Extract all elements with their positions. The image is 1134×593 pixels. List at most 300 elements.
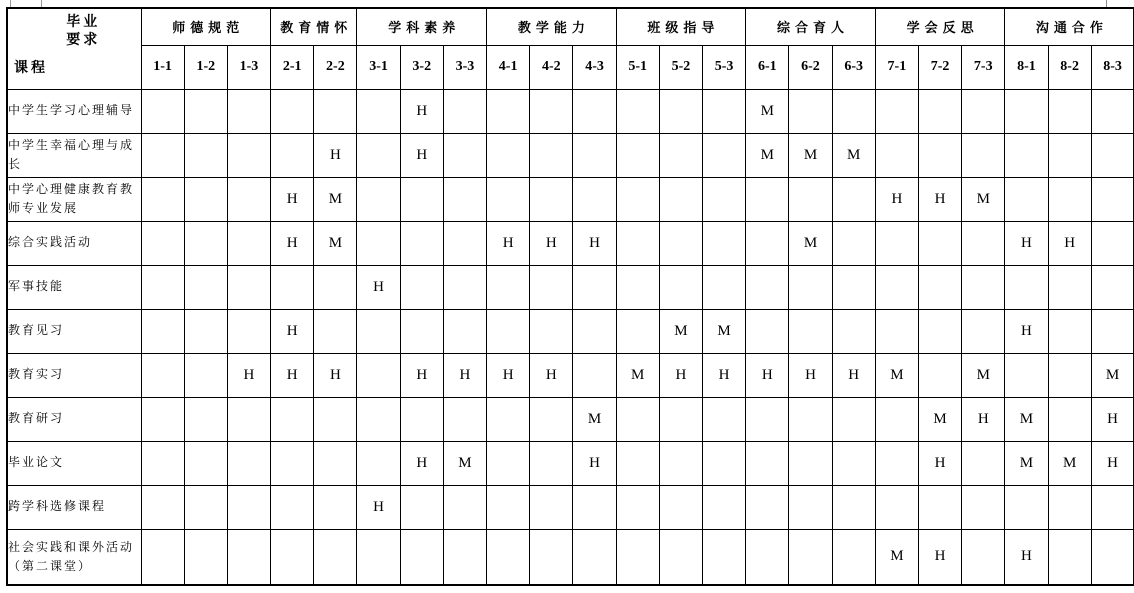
matrix-cell [875, 397, 918, 441]
table-row [7, 177, 1134, 221]
matrix-cell: M [314, 221, 357, 265]
matrix-cell [918, 353, 961, 397]
matrix-cell [227, 89, 270, 133]
matrix-cell [789, 89, 832, 133]
course-name-cell: 社会实践和课外活动（第二课堂） [7, 529, 141, 585]
group-header: 综合育人 [746, 8, 876, 45]
matrix-cell [400, 265, 443, 309]
matrix-cell [573, 133, 616, 177]
matrix-cell [443, 485, 486, 529]
group-header: 教育情怀 [271, 8, 357, 45]
matrix-cell [1048, 529, 1091, 585]
matrix-cell [962, 89, 1005, 133]
column-header: 3-2 [400, 45, 443, 89]
matrix-cell [1048, 177, 1091, 221]
matrix-cell [918, 89, 961, 133]
matrix-cell [832, 309, 875, 353]
matrix-cell [141, 177, 184, 221]
course-name-cell: 综合实践活动 [7, 221, 141, 265]
matrix-cell [530, 529, 573, 585]
matrix-cell [487, 133, 530, 177]
matrix-cell [1048, 133, 1091, 177]
matrix-cell: H [314, 353, 357, 397]
matrix-cell: H [789, 353, 832, 397]
course-name-cell: 毕业论文 [7, 441, 141, 485]
course-name-cell: 跨学科选修课程 [7, 485, 141, 529]
table-row [7, 441, 1134, 485]
matrix-cell: H [1048, 221, 1091, 265]
matrix-cell [184, 353, 227, 397]
matrix-cell [1091, 309, 1134, 353]
column-header: 8-2 [1048, 45, 1091, 89]
matrix-cell [1048, 265, 1091, 309]
matrix-cell [141, 441, 184, 485]
matrix-cell [141, 265, 184, 309]
matrix-cell: M [1005, 441, 1048, 485]
matrix-cell [400, 485, 443, 529]
matrix-cell [314, 441, 357, 485]
matrix-cell [1048, 309, 1091, 353]
matrix-cell [918, 221, 961, 265]
matrix-cell [573, 485, 616, 529]
matrix-cell [875, 89, 918, 133]
course-name-cell: 中学生学习心理辅导 [7, 89, 141, 133]
matrix-cell: H [271, 353, 314, 397]
matrix-cell [616, 441, 659, 485]
course-name-cell: 中学心理健康教育教师专业发展 [7, 177, 141, 221]
matrix-cell [746, 221, 789, 265]
matrix-cell [357, 221, 400, 265]
corner-top-label: 毕业 要求 [66, 15, 101, 48]
matrix-cell: H [962, 397, 1005, 441]
matrix-cell [918, 485, 961, 529]
matrix-cell: H [271, 309, 314, 353]
matrix-cell [487, 177, 530, 221]
group-header-row [7, 8, 1134, 45]
matrix-cell: H [530, 353, 573, 397]
matrix-cell [400, 309, 443, 353]
matrix-cell [400, 529, 443, 585]
matrix-cell [746, 265, 789, 309]
matrix-cell [1005, 265, 1048, 309]
matrix-cell [962, 265, 1005, 309]
matrix-cell [1091, 265, 1134, 309]
matrix-cell [703, 485, 746, 529]
matrix-cell: H [832, 353, 875, 397]
matrix-cell [962, 221, 1005, 265]
table-row [7, 309, 1134, 353]
matrix-cell: H [1091, 441, 1134, 485]
matrix-cell [443, 265, 486, 309]
matrix-cell [875, 441, 918, 485]
matrix-cell [703, 529, 746, 585]
group-header: 学会反思 [875, 8, 1005, 45]
matrix-cell [141, 309, 184, 353]
matrix-cell [962, 133, 1005, 177]
matrix-cell [789, 485, 832, 529]
matrix-cell [703, 89, 746, 133]
matrix-cell [443, 89, 486, 133]
matrix-cell [357, 177, 400, 221]
matrix-cell [530, 441, 573, 485]
matrix-cell [271, 89, 314, 133]
matrix-cell [271, 441, 314, 485]
column-header: 7-2 [918, 45, 961, 89]
matrix-cell [746, 397, 789, 441]
matrix-cell [184, 397, 227, 441]
course-name-cell: 教育研习 [7, 397, 141, 441]
matrix-cell [443, 133, 486, 177]
matrix-cell [487, 441, 530, 485]
matrix-cell [746, 441, 789, 485]
matrix-cell [703, 177, 746, 221]
matrix-cell [184, 309, 227, 353]
matrix-cell [918, 265, 961, 309]
matrix-cell [184, 177, 227, 221]
matrix-cell [400, 221, 443, 265]
matrix-cell [616, 485, 659, 529]
matrix-cell: M [314, 177, 357, 221]
matrix-cell [1091, 529, 1134, 585]
matrix-cell [659, 177, 702, 221]
matrix-cell: H [400, 353, 443, 397]
matrix-cell: H [271, 177, 314, 221]
table-row [7, 221, 1134, 265]
matrix-cell [703, 265, 746, 309]
column-header: 8-1 [1005, 45, 1048, 89]
matrix-cell: H [746, 353, 789, 397]
matrix-cell [443, 397, 486, 441]
column-header: 1-3 [227, 45, 270, 89]
matrix-cell: M [616, 353, 659, 397]
matrix-cell [789, 529, 832, 585]
group-header: 师德规范 [141, 8, 271, 45]
matrix-cell: H [400, 133, 443, 177]
matrix-cell: H [1005, 309, 1048, 353]
column-header: 2-1 [271, 45, 314, 89]
matrix-cell [573, 309, 616, 353]
column-header: 5-2 [659, 45, 702, 89]
matrix-cell: H [703, 353, 746, 397]
matrix-cell: H [1005, 221, 1048, 265]
column-header: 1-1 [141, 45, 184, 89]
group-header: 班级指导 [616, 8, 746, 45]
matrix-cell [184, 441, 227, 485]
column-header: 3-3 [443, 45, 486, 89]
matrix-cell [659, 89, 702, 133]
matrix-cell [659, 397, 702, 441]
matrix-cell [832, 265, 875, 309]
matrix-cell [875, 133, 918, 177]
matrix-cell [443, 309, 486, 353]
matrix-cell [1005, 485, 1048, 529]
matrix-cell [271, 397, 314, 441]
group-header: 教学能力 [487, 8, 617, 45]
matrix-cell [184, 265, 227, 309]
matrix-cell: M [962, 353, 1005, 397]
column-header: 1-2 [184, 45, 227, 89]
matrix-cell [616, 265, 659, 309]
matrix-cell: H [659, 353, 702, 397]
matrix-cell [746, 529, 789, 585]
matrix-cell [616, 133, 659, 177]
course-name-cell: 教育见习 [7, 309, 141, 353]
matrix-cell [659, 529, 702, 585]
matrix-cell [487, 397, 530, 441]
matrix-cell [918, 133, 961, 177]
column-header: 7-3 [962, 45, 1005, 89]
matrix-cell [789, 177, 832, 221]
matrix-cell [616, 221, 659, 265]
matrix-cell: M [746, 133, 789, 177]
matrix-cell [659, 133, 702, 177]
matrix-cell [875, 265, 918, 309]
matrix-cell [875, 309, 918, 353]
matrix-cell [746, 309, 789, 353]
matrix-cell [1091, 133, 1134, 177]
matrix-cell [659, 221, 702, 265]
matrix-cell [573, 177, 616, 221]
matrix-cell [616, 529, 659, 585]
table-row [7, 265, 1134, 309]
matrix-cell: M [659, 309, 702, 353]
course-name-cell: 中学生幸福心理与成长 [7, 133, 141, 177]
matrix-cell [141, 485, 184, 529]
matrix-cell [184, 529, 227, 585]
matrix-cell [789, 397, 832, 441]
matrix-cell [443, 529, 486, 585]
matrix-cell: H [875, 177, 918, 221]
matrix-cell: H [918, 441, 961, 485]
matrix-cell: H [573, 221, 616, 265]
matrix-cell [227, 441, 270, 485]
matrix-cell [530, 133, 573, 177]
matrix-cell [487, 265, 530, 309]
column-header: 6-3 [832, 45, 875, 89]
matrix-cell [184, 485, 227, 529]
column-header: 4-3 [573, 45, 616, 89]
matrix-cell [1091, 177, 1134, 221]
matrix-cell [141, 221, 184, 265]
matrix-cell [227, 221, 270, 265]
matrix-cell: H [400, 89, 443, 133]
matrix-cell: M [443, 441, 486, 485]
matrix-cell [141, 529, 184, 585]
matrix-cell [1048, 485, 1091, 529]
matrix-cell [789, 309, 832, 353]
matrix-cell [1091, 221, 1134, 265]
matrix-cell: M [1091, 353, 1134, 397]
matrix-cell [227, 529, 270, 585]
matrix-cell: H [1091, 397, 1134, 441]
matrix-cell [1091, 485, 1134, 529]
matrix-cell [184, 133, 227, 177]
matrix-cell [616, 397, 659, 441]
matrix-cell [314, 397, 357, 441]
matrix-cell [271, 529, 314, 585]
matrix-cell: H [357, 485, 400, 529]
matrix-cell [1091, 89, 1134, 133]
matrix-cell [487, 485, 530, 529]
matrix-cell: H [1005, 529, 1048, 585]
column-header: 7-1 [875, 45, 918, 89]
table-row [7, 89, 1134, 133]
matrix-cell [443, 177, 486, 221]
table-row [7, 485, 1134, 529]
matrix-cell [227, 265, 270, 309]
matrix-cell [227, 177, 270, 221]
matrix-cell [703, 221, 746, 265]
matrix-cell: H [400, 441, 443, 485]
matrix-cell [314, 309, 357, 353]
matrix-cell [314, 485, 357, 529]
course-requirement-matrix-table [6, 7, 1134, 586]
matrix-cell: H [314, 133, 357, 177]
column-header-row [7, 45, 1134, 89]
matrix-cell [141, 397, 184, 441]
matrix-cell [227, 485, 270, 529]
matrix-cell [616, 89, 659, 133]
table-row [7, 133, 1134, 177]
matrix-cell: M [918, 397, 961, 441]
corner-bottom-label: 课程 [14, 61, 48, 77]
matrix-cell [1005, 133, 1048, 177]
matrix-cell: M [875, 353, 918, 397]
matrix-cell: H [357, 265, 400, 309]
matrix-cell [357, 353, 400, 397]
column-header: 6-2 [789, 45, 832, 89]
matrix-cell: H [443, 353, 486, 397]
column-header: 8-3 [1091, 45, 1134, 89]
matrix-cell [357, 89, 400, 133]
matrix-cell [1005, 353, 1048, 397]
matrix-cell [703, 441, 746, 485]
matrix-cell: M [789, 133, 832, 177]
corner-cell [7, 8, 141, 89]
matrix-cell [487, 309, 530, 353]
matrix-cell [659, 265, 702, 309]
matrix-cell [832, 221, 875, 265]
matrix-cell [530, 177, 573, 221]
matrix-cell: M [789, 221, 832, 265]
matrix-cell: H [573, 441, 616, 485]
table-row [7, 353, 1134, 397]
matrix-cell [659, 485, 702, 529]
matrix-cell: H [918, 177, 961, 221]
matrix-cell [271, 485, 314, 529]
matrix-cell [962, 529, 1005, 585]
matrix-cell [962, 485, 1005, 529]
matrix-cell [271, 133, 314, 177]
matrix-cell [141, 89, 184, 133]
column-header: 2-2 [314, 45, 357, 89]
matrix-cell: M [1005, 397, 1048, 441]
matrix-cell [875, 485, 918, 529]
course-name-cell: 军事技能 [7, 265, 141, 309]
column-header: 4-2 [530, 45, 573, 89]
matrix-cell: H [271, 221, 314, 265]
matrix-cell [314, 529, 357, 585]
matrix-cell [530, 89, 573, 133]
table-row [7, 397, 1134, 441]
matrix-cell: H [918, 529, 961, 585]
matrix-cell [400, 177, 443, 221]
matrix-cell [530, 265, 573, 309]
table-row [7, 529, 1134, 585]
column-header: 4-1 [487, 45, 530, 89]
matrix-cell [832, 441, 875, 485]
matrix-cell: M [746, 89, 789, 133]
matrix-cell [573, 529, 616, 585]
matrix-cell [487, 529, 530, 585]
matrix-cell [832, 177, 875, 221]
matrix-cell [789, 441, 832, 485]
matrix-cell [875, 221, 918, 265]
matrix-cell [746, 485, 789, 529]
matrix-cell: H [227, 353, 270, 397]
matrix-cell [357, 309, 400, 353]
matrix-cell [1048, 397, 1091, 441]
matrix-cell [1048, 89, 1091, 133]
matrix-cell [573, 265, 616, 309]
matrix-cell: M [962, 177, 1005, 221]
matrix-cell [703, 397, 746, 441]
matrix-cell [962, 441, 1005, 485]
matrix-cell [443, 221, 486, 265]
matrix-cell [357, 133, 400, 177]
matrix-cell [573, 89, 616, 133]
matrix-cell: M [573, 397, 616, 441]
group-header: 学科素养 [357, 8, 487, 45]
matrix-cell [832, 485, 875, 529]
matrix-cell [227, 309, 270, 353]
matrix-cell [357, 441, 400, 485]
matrix-cell [746, 177, 789, 221]
matrix-cell [314, 265, 357, 309]
matrix-cell [141, 353, 184, 397]
matrix-cell [487, 89, 530, 133]
matrix-cell [184, 221, 227, 265]
matrix-cell: M [875, 529, 918, 585]
matrix-cell [357, 397, 400, 441]
matrix-cell [1048, 353, 1091, 397]
matrix-cell [659, 441, 702, 485]
group-header: 沟通合作 [1005, 8, 1134, 45]
matrix-cell: M [832, 133, 875, 177]
matrix-cell [832, 89, 875, 133]
matrix-cell [184, 89, 227, 133]
matrix-cell: M [1048, 441, 1091, 485]
matrix-cell [271, 265, 314, 309]
matrix-cell: H [530, 221, 573, 265]
matrix-cell [530, 485, 573, 529]
column-header: 6-1 [746, 45, 789, 89]
column-header: 3-1 [357, 45, 400, 89]
matrix-cell [227, 133, 270, 177]
matrix-cell [141, 133, 184, 177]
matrix-cell [616, 309, 659, 353]
matrix-cell [357, 529, 400, 585]
matrix-cell: M [703, 309, 746, 353]
matrix-cell [616, 177, 659, 221]
matrix-cell [400, 397, 443, 441]
matrix-cell [962, 309, 1005, 353]
column-header: 5-1 [616, 45, 659, 89]
matrix-cell: H [487, 353, 530, 397]
matrix-cell [314, 89, 357, 133]
matrix-cell [832, 397, 875, 441]
course-name-cell: 教育实习 [7, 353, 141, 397]
